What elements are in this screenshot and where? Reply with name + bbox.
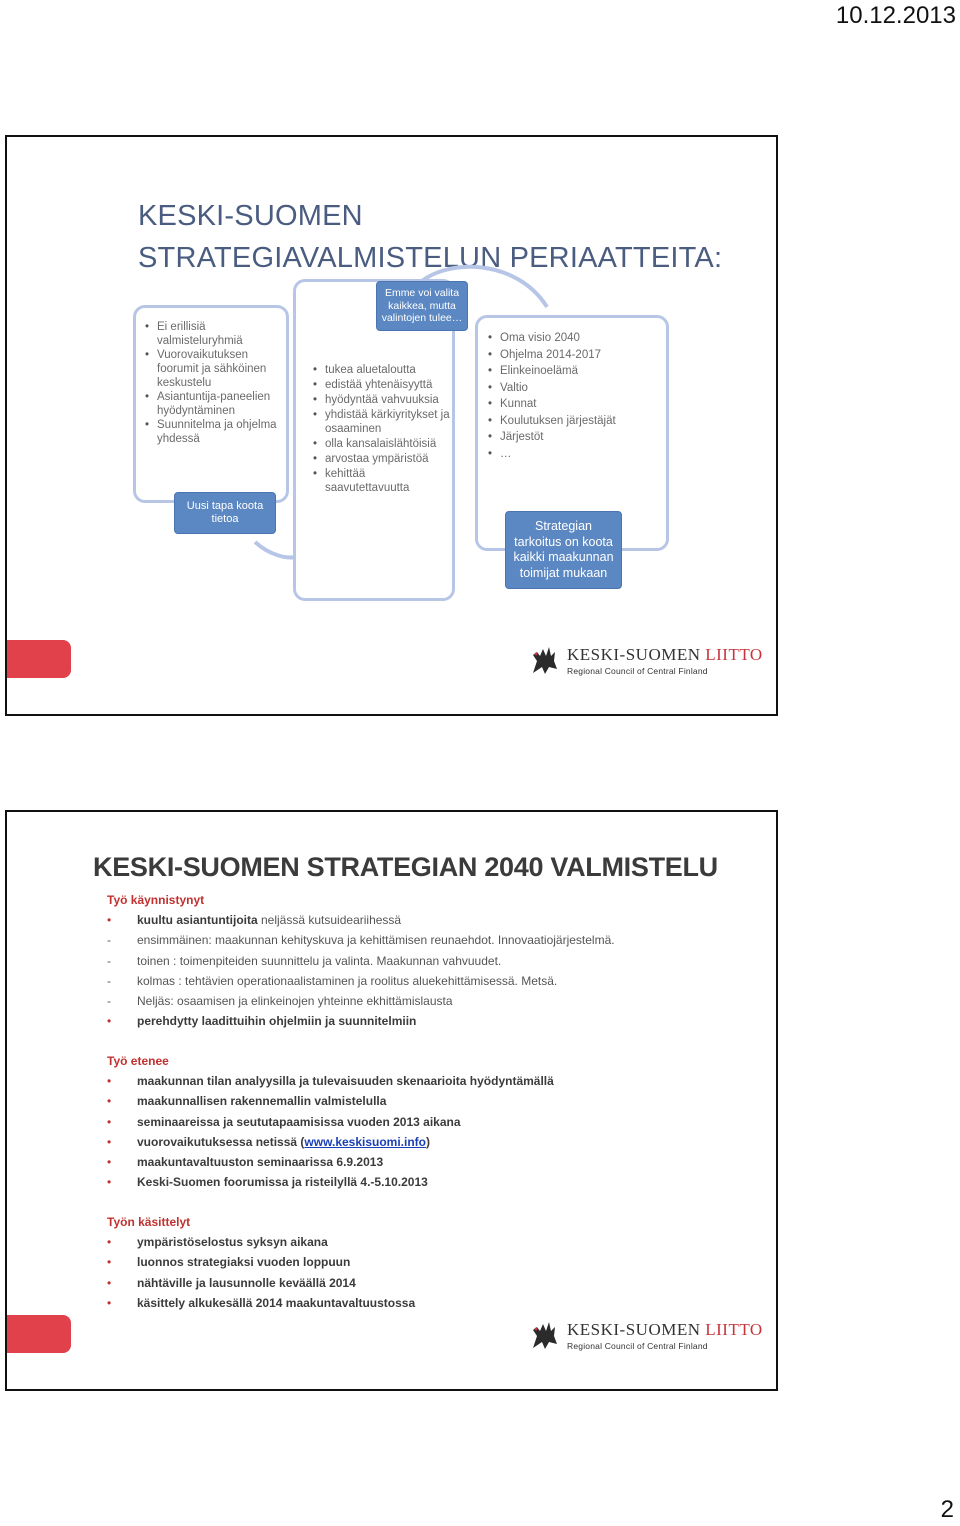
list-item: • ympäristöselostus syksyn aikana — [107, 1235, 328, 1250]
capercaillie-bird-icon — [527, 1318, 561, 1352]
section-processing — [107, 1212, 415, 1313]
logo-subtitle: Regional Council of Central Finland — [567, 1340, 708, 1351]
keski-suomen-liitto-logo — [527, 643, 763, 677]
list-item: • Järjestöt — [486, 430, 666, 444]
red-footer-tab — [7, 640, 71, 678]
slide-strategy-2040 — [5, 810, 778, 1391]
capercaillie-bird-icon — [527, 643, 561, 677]
list-item: • seminaareissa ja seututapaamisissa vuoden 2013 aikana — [107, 1114, 461, 1129]
list-item: • Suunnitelma ja ohjelma yhdessä — [143, 418, 278, 446]
list-item: • kehittää saavutettavuutta — [311, 467, 451, 495]
list-item: - Neljäs: osaamisen ja elinkeinojen yhteinne ekhittämislausta — [107, 994, 453, 1009]
list-item: • käsittely alkukesällä 2014 maakuntavaltuustossa — [107, 1295, 416, 1310]
box3-tag: Strategian tarkoitus on koota kaikki maakunnan toimijat mukaan — [505, 511, 622, 589]
list-item: • luonnos strategiaksi vuoden loppuun — [107, 1255, 351, 1270]
keskisuomi-link[interactable]: www.keskisuomi.info — [304, 1134, 427, 1149]
slide1-title-line1: KESKI-SUOMEN — [138, 200, 363, 232]
list-item: • Ei erillisiä valmisteluryhmiä — [143, 320, 278, 348]
list-item: • maakuntavaltuuston seminaarissa 6.9.2013 — [107, 1155, 384, 1170]
header-date: 10.12.2013 — [835, 2, 956, 29]
list-item: • Elinkeinoelämä — [486, 364, 666, 378]
page-number: 2 — [940, 1496, 954, 1523]
section-started — [107, 890, 615, 1031]
list-item: • Vuorovaikutuksen foorumit ja sähköinen keskustelu — [143, 348, 278, 390]
list-item: • vuorovaikutuksessa netissä (www.keskisuomi.info) — [107, 1134, 431, 1149]
box2-list — [311, 363, 451, 496]
red-footer-tab — [7, 1315, 71, 1353]
list-item: • maakunnan tilan analyysilla ja tulevaisuuden skenaarioita hyödyntämällä — [107, 1074, 554, 1089]
slide1-title — [138, 195, 722, 279]
list-item: • nähtäville ja lausunnolle keväällä 2014 — [107, 1275, 356, 1290]
box3-list — [486, 331, 666, 463]
list-item: • perehdytty laadittuihin ohjelmiin ja suunnitelmiin — [107, 1014, 417, 1029]
logo-name-part2: LIITTO — [705, 1319, 763, 1339]
list-item: • Asiantuntija-paneelien hyödyntäminen — [143, 390, 278, 418]
list-item: • olla kansalaislähtöisiä — [311, 437, 451, 451]
list-item: • tukea aluetaloutta — [311, 363, 451, 377]
section-heading: Työn käsittelyt — [107, 1215, 191, 1229]
list-item: - kolmas : tehtävien operationaalistaminen ja roolitus aluekehittämisessä. Metsä. — [107, 973, 558, 988]
slide2-title: KESKI-SUOMEN STRATEGIAN 2040 VALMISTELU — [93, 852, 718, 882]
list-item: • Valtio — [486, 381, 666, 395]
list-item: • maakunnallisen rakennemallin valmistelulla — [107, 1094, 387, 1109]
list-item: • Ohjelma 2014-2017 — [486, 348, 666, 362]
list-item: • … — [486, 447, 666, 461]
list-item: • Keski-Suomen foorumissa ja risteilyllä 4.-5.10.2013 — [107, 1175, 428, 1190]
section-heading: Työ käynnistynyt — [107, 893, 205, 907]
list-item: • Oma visio 2040 — [486, 331, 666, 345]
list-item: • Kunnat — [486, 397, 666, 411]
list-item: - ensimmäinen: maakunnan kehityskuva ja kehittämisen reunaehdot. Innovaatiojärjestelmä. — [107, 933, 615, 948]
list-item: • edistää yhtenäisyyttä — [311, 378, 451, 392]
logo-name-part2: LIITTO — [705, 644, 763, 664]
box1-list — [143, 320, 278, 446]
list-item: - toinen : toimenpiteiden suunnittelu ja valinta. Maakunnan vahvuudet. — [107, 953, 502, 968]
keski-suomen-liitto-logo — [527, 1318, 763, 1352]
section-progress — [107, 1051, 554, 1192]
list-item: • yhdistää kärkiyritykset ja osaaminen — [311, 408, 451, 436]
slide1-title-line2: STRATEGIAVALMISTELUN PERIAATTEITA: — [138, 242, 723, 274]
list-item: • kuultu asiantuntijoita neljässä kutsuideariihessä — [107, 913, 402, 928]
logo-name-part1: KESKI-SUOMEN — [567, 1319, 701, 1339]
list-item: • hyödyntää vahvuuksia — [311, 393, 451, 407]
list-item: • Koulutuksen järjestäjät — [486, 414, 666, 428]
box2-tag: Emme voi valita kaikkea, mutta valintojen tulee… — [376, 281, 468, 331]
box1-tag: Uusi tapa koota tietoa — [174, 492, 276, 534]
logo-name-part1: KESKI-SUOMEN — [567, 644, 701, 664]
section-heading: Työ etenee — [107, 1054, 169, 1068]
logo-subtitle: Regional Council of Central Finland — [567, 665, 708, 676]
slide-principles — [5, 135, 778, 716]
list-item: • arvostaa ympäristöä — [311, 452, 451, 466]
